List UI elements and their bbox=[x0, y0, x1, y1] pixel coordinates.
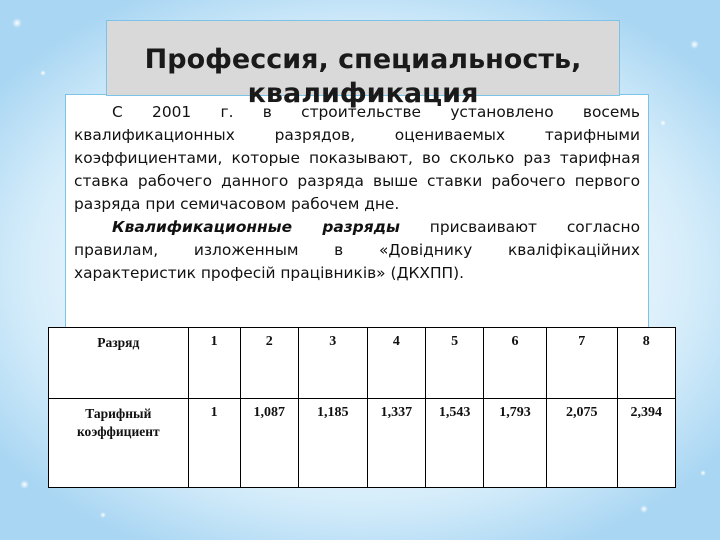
coefficient-cell: 1 bbox=[188, 399, 240, 488]
grade-cell: 3 bbox=[298, 328, 367, 399]
paragraph-qualification-grades-rest: присваивают согласно правилам, изложенным в «Довіднику кваліфікаційних характеристик професій працівників» (ДКХПП). bbox=[74, 218, 640, 282]
grade-cell: 2 bbox=[240, 328, 298, 399]
grade-cell: 6 bbox=[484, 328, 546, 399]
grade-label-cell: Разряд bbox=[49, 328, 189, 399]
coefficient-cell: 2,394 bbox=[617, 399, 675, 488]
background-sparkle bbox=[660, 120, 666, 126]
slide-title: Профессия, специальность, квалификация bbox=[144, 44, 582, 109]
grade-cell: 7 bbox=[546, 328, 617, 399]
table-row-coefficient bbox=[49, 399, 676, 488]
background-sparkle bbox=[640, 505, 648, 513]
coefficient-cell: 1,337 bbox=[367, 399, 425, 488]
coefficient-cell: 1,087 bbox=[240, 399, 298, 488]
grade-cell: 4 bbox=[367, 328, 425, 399]
background-sparkle bbox=[20, 480, 29, 489]
paragraph-eight-grades: С 2001 г. в строительстве установлено восемь квалификационных разрядов, оцениваемых тарифными коэффициентами, которые показывают, во сколько раз тарифная ставка рабочего данного разряда выше ставки рабочего первого разряда при семичасовом рабочем дне. bbox=[74, 103, 640, 213]
emphasis-qualification-grades: Квалификационные разряды bbox=[112, 218, 400, 236]
grade-cell: 8 bbox=[617, 328, 675, 399]
title-box bbox=[106, 20, 620, 109]
background-sparkle bbox=[100, 512, 106, 518]
coefficient-cell: 2,075 bbox=[546, 399, 617, 488]
coefficient-cell: 1,793 bbox=[484, 399, 546, 488]
background-sparkle bbox=[12, 18, 22, 28]
paragraph-qualification-grades bbox=[74, 216, 640, 285]
body-text-box bbox=[65, 94, 649, 334]
table-row-grade bbox=[49, 328, 676, 399]
background-sparkle bbox=[690, 40, 699, 49]
coefficient-label-cell: Тарифный коэффициент bbox=[49, 399, 189, 488]
coefficient-cell: 1,543 bbox=[425, 399, 483, 488]
grade-cell: 5 bbox=[425, 328, 483, 399]
coefficient-cell: 1,185 bbox=[298, 399, 367, 488]
tariff-table bbox=[48, 327, 676, 488]
background-sparkle bbox=[700, 470, 706, 476]
grade-cell: 1 bbox=[188, 328, 240, 399]
background-sparkle bbox=[40, 70, 46, 76]
